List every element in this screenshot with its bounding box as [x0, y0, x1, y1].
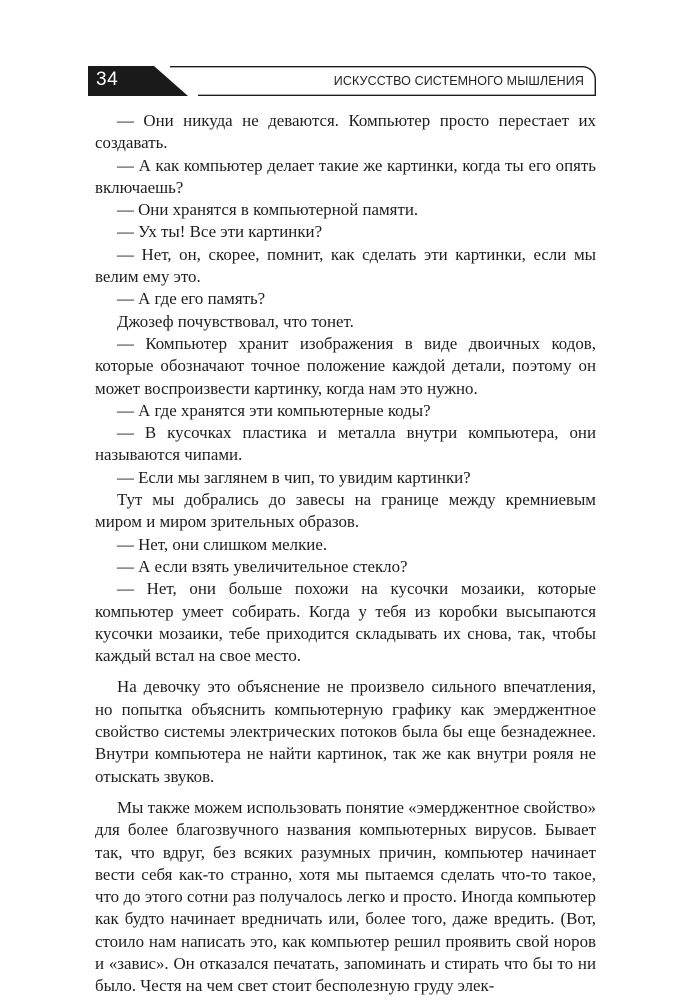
paragraph: На девочку это объяснение не произвело сильного впечатления, но попытка объяснить компьютерную графику как эмерджентное свойство системы электрических потоков была бы еще безнадежнее. Внутри компьютера не найти картинок, так же как внутри рояля не отыскать звуков. [95, 677, 596, 786]
paragraph: — А где хранятся эти компьютерные коды? [117, 400, 431, 420]
paragraph: — Они никуда не деваются. Компьютер просто перестает их создавать. [95, 111, 596, 153]
paragraph: — Нет, они слишком мелкие. [117, 534, 328, 554]
page-header [88, 66, 596, 96]
paragraph: — А как компьютер делает такие же картинки, когда ты его опять включаешь? [95, 155, 596, 197]
running-head: ИСКУССТВО СИСТЕМНОГО МЫШЛЕНИЯ [333, 74, 584, 88]
paragraph: — Они хранятся в компьютерной памяти. [117, 200, 419, 220]
paragraph: Джозеф почувствовал, что тонет. [117, 311, 354, 331]
paragraph: — Нет, он, скорее, помнит, как сделать эти картинки, если мы велим ему это. [95, 244, 596, 287]
paragraph: — Ух ты! Все эти картинки? [117, 222, 323, 242]
paragraph: — А где его память? [117, 289, 266, 309]
paragraph: Мы также можем использовать понятие «эмерджентное свойство» для более благозвучного названия компьютерных вирусов. Бывает так, что вдруг, без всяких разумных причин, компьютер начинает вести себя как-то странно, хотя мы пытаемся сделать что-то такое, что до этого сотни раз получалось легко и просто. Иногда компьютер как будто начинает вредничать или, более того, даже вредить. (Вот, стоило нам написать это, как компьютер решил проявить свой норов и «завис». Он отказался печатать, запоминать и стирать что бы то ни было. Честя на чем свет стоит бесполезную груду элек- [95, 797, 596, 996]
paragraph: — В кусочках пластика и металла внутри компьютера, они называются чипами. [95, 423, 596, 465]
body-text [95, 110, 596, 998]
page-number: 34 [96, 69, 119, 90]
paragraph: — Компьютер хранит изображения в виде двоичных кодов, которые обозначают точное положение каждой детали, поэтому он может воспроизвести картинку, когда нам это нужно. [95, 333, 596, 398]
paragraph: — А если взять увеличительное стекло? [117, 556, 408, 576]
paragraph: Тут мы добрались до завесы на границе между кремниевым миром и миром зрительных образов. [95, 490, 596, 532]
paragraph: — Если мы заглянем в чип, то увидим картинки? [117, 467, 471, 487]
paragraph: — Нет, они больше похожи на кусочки мозаики, которые компьютер умеет собирать. Когда у тебя из коробки высыпаются кусочки мозаики, тебе приходится складывать их снова, так, чтобы каждый встал на свое место. [95, 579, 596, 666]
